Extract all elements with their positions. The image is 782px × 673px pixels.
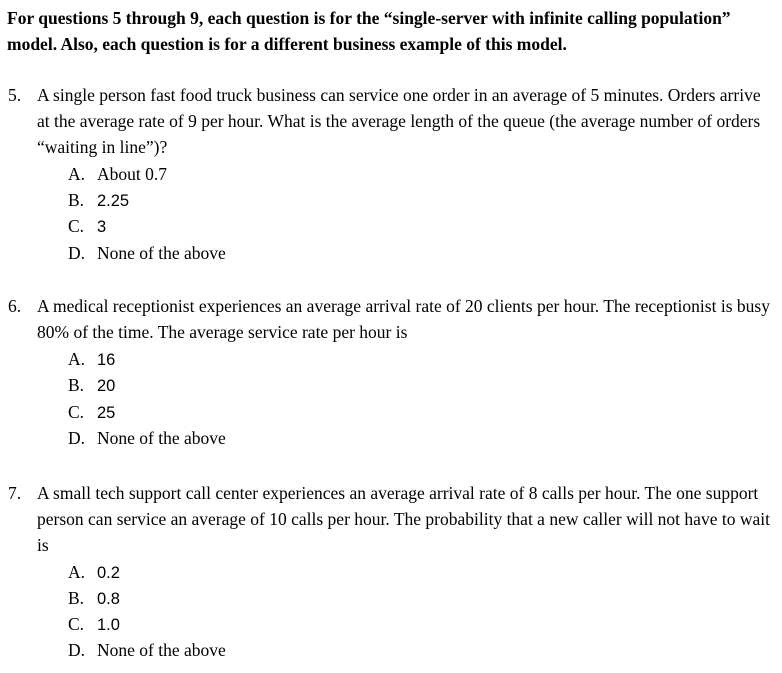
option-text: None of the above [97,428,226,448]
option-b [68,372,115,399]
option-c [68,611,120,638]
option-text: 16 [97,351,116,369]
option-text: 20 [97,377,116,395]
question-text: A small tech support call center experiences an average arrival rate of 8 calls per hour. The one support person can service an average of 10 calls per hour. The probability that a new caller will not have to wait is [37,483,770,555]
option-c [68,213,106,240]
option-letter: B. [68,588,85,608]
option-text: 1.0 [97,616,120,634]
option-letter: C. [68,216,85,236]
option-text: 0.2 [97,564,120,582]
option-text: 0.8 [97,590,120,608]
option-letter: A. [68,164,86,184]
option-a [68,346,115,373]
option-letter: C. [68,402,85,422]
option-text: None of the above [97,243,226,263]
option-d [68,425,226,451]
option-text: 2.25 [97,192,130,210]
option-letter: D. [68,428,86,448]
option-d [68,637,226,663]
option-text: About 0.7 [97,164,167,184]
option-a [68,559,120,586]
option-letter: A. [68,349,86,369]
question-text: A medical receptionist experiences an average arrival rate of 20 clients per hour. The receptionist is busy 80% of the time. The average service rate per hour is [37,296,770,342]
option-c [68,399,115,426]
instructions-heading: For questions 5 through 9, each question is for the “single-server with infinite calling population” model. Also, each question is for a different business example of this model. [7,8,731,54]
option-b [68,585,120,612]
option-d [68,240,226,266]
option-letter: D. [68,640,86,660]
option-text: 3 [97,218,107,236]
question-number: 6. [8,296,22,316]
option-a [68,161,167,187]
option-letter: B. [68,375,85,395]
option-b [68,187,129,214]
option-text: 25 [97,404,116,422]
option-letter: C. [68,614,85,634]
option-text: None of the above [97,640,226,660]
option-letter: B. [68,190,85,210]
option-letter: D. [68,243,86,263]
question-text: A single person fast food truck business can service one order in an average of 5 minutes. Orders arrive at the average rate of 9 per hour. What is the average length of the queue (the average number of orders “waiting in line”)? [37,85,761,157]
question-number: 7. [8,483,22,503]
question-number: 5. [8,85,22,105]
option-letter: A. [68,562,86,582]
